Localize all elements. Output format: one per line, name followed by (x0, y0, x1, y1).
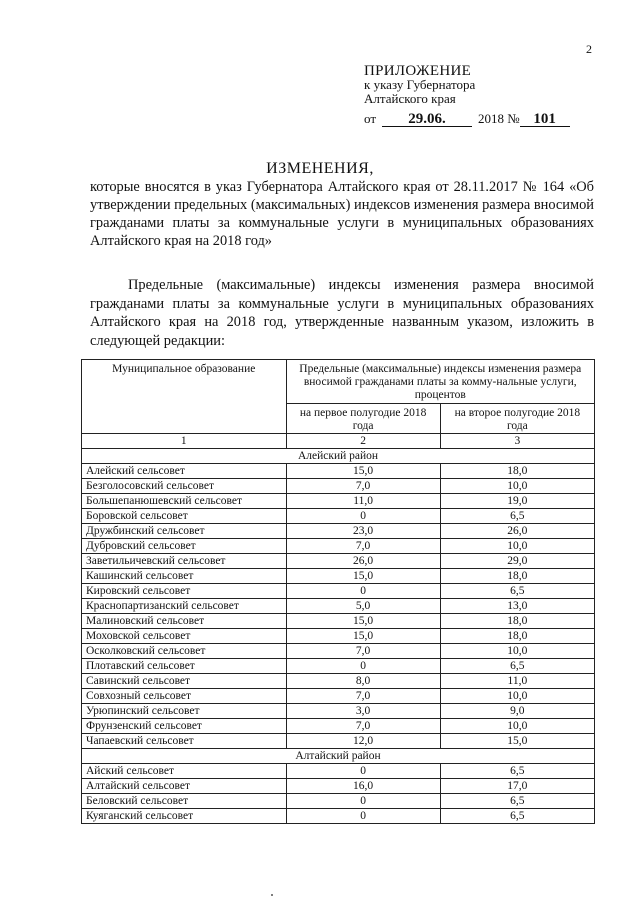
second-half-value: 18,0 (440, 569, 594, 584)
second-half-value: 17,0 (440, 779, 594, 794)
municipality-name: Моховской сельсовет (82, 629, 287, 644)
municipality-name: Безголосовский сельсовет (82, 479, 287, 494)
table-row (82, 674, 595, 689)
document-heading: ИЗМЕНЕНИЯ, (266, 160, 374, 177)
table-row (82, 494, 595, 509)
second-half-value: 15,0 (440, 734, 594, 749)
table-row (82, 554, 595, 569)
first-half-value: 3,0 (286, 704, 440, 719)
second-half-value: 18,0 (440, 629, 594, 644)
municipality-name: Беловский сельсовет (82, 794, 287, 809)
municipality-name: Дубровский сельсовет (82, 539, 287, 554)
first-half-value: 7,0 (286, 689, 440, 704)
table-row (82, 584, 595, 599)
second-half-value: 6,5 (440, 659, 594, 674)
table-row (82, 764, 595, 779)
first-half-value: 15,0 (286, 464, 440, 479)
dot-mark-icon (270, 893, 274, 897)
table-header-row (82, 360, 595, 404)
first-half-value: 7,0 (286, 539, 440, 554)
col3-header: на второе полугодие 2018 года (440, 404, 594, 434)
municipality-name: Урюпинский сельсовет (82, 704, 287, 719)
table-row (82, 704, 595, 719)
first-half-value: 23,0 (286, 524, 440, 539)
first-half-value: 15,0 (286, 569, 440, 584)
first-half-value: 12,0 (286, 734, 440, 749)
scan-mark (270, 884, 274, 888)
second-half-value: 6,5 (440, 794, 594, 809)
first-half-value: 0 (286, 794, 440, 809)
municipality-name: Савинский сельсовет (82, 674, 287, 689)
first-half-value: 0 (286, 584, 440, 599)
municipality-name: Краснопартизанский сельсовет (82, 599, 287, 614)
second-half-value: 10,0 (440, 539, 594, 554)
second-half-value: 29,0 (440, 554, 594, 569)
second-half-value: 6,5 (440, 509, 594, 524)
appendix-year: 2018 № (478, 111, 520, 126)
appendix-date-line (364, 112, 570, 127)
first-half-value: 5,0 (286, 599, 440, 614)
municipality-name: Алтайский сельсовет (82, 779, 287, 794)
municipality-name: Куяганский сельсовет (82, 809, 287, 824)
document-intro: которые вносятся в указ Губернатора Алтайского края от 28.11.2017 № 164 «Об утверждении предельных (максимальных) индексов изменения размера вносимой гражданами платы за коммунальные услуги в муниципальных образованиях Алтайского края на 2018 год» (90, 179, 594, 249)
municipality-name: Кировский сельсовет (82, 584, 287, 599)
first-half-value: 8,0 (286, 674, 440, 689)
appendix-line-2: к указу Губернатора (364, 77, 476, 92)
second-half-value: 10,0 (440, 644, 594, 659)
second-half-value: 6,5 (440, 764, 594, 779)
first-half-value: 0 (286, 659, 440, 674)
municipality-name: Фрунзенский сельсовет (82, 719, 287, 734)
second-half-value: 11,0 (440, 674, 594, 689)
municipality-name: Малиновский сельсовет (82, 614, 287, 629)
first-half-value: 7,0 (286, 479, 440, 494)
district-row (82, 749, 595, 764)
table-row (82, 794, 595, 809)
municipality-name: Чапаевский сельсовет (82, 734, 287, 749)
col-number-1: 1 (82, 434, 287, 449)
second-half-value: 6,5 (440, 809, 594, 824)
municipality-name: Айский сельсовет (82, 764, 287, 779)
first-half-value: 11,0 (286, 494, 440, 509)
table-row (82, 509, 595, 524)
table-row (82, 524, 595, 539)
appendix-number: 101 (520, 112, 570, 127)
table-row (82, 539, 595, 554)
second-half-value: 26,0 (440, 524, 594, 539)
page-number: 2 (586, 42, 592, 56)
indices-table (81, 359, 595, 824)
first-half-value: 7,0 (286, 719, 440, 734)
second-half-value: 18,0 (440, 614, 594, 629)
table-row (82, 809, 595, 824)
municipality-name: Боровской сельсовет (82, 509, 287, 524)
document-paragraph: Предельные (максимальные) индексы изменения размера вносимой гражданами платы за коммунальные услуги в муниципальных образованиях Алтайского края на 2018 год, утвержденные названным указом, изложить в следующей редакции: (90, 277, 594, 349)
municipality-name: Алейский сельсовет (82, 464, 287, 479)
second-half-value: 10,0 (440, 479, 594, 494)
first-half-value: 0 (286, 509, 440, 524)
col-number-2: 2 (286, 434, 440, 449)
table-row (82, 644, 595, 659)
col1-header: Муниципальное образование (82, 360, 287, 434)
municipality-name: Дружбинский сельсовет (82, 524, 287, 539)
first-half-value: 15,0 (286, 614, 440, 629)
table-row (82, 659, 595, 674)
table-row (82, 719, 595, 734)
second-half-value: 9,0 (440, 704, 594, 719)
second-half-value: 6,5 (440, 584, 594, 599)
table-row (82, 599, 595, 614)
second-half-value: 19,0 (440, 494, 594, 509)
municipality-name: Большепанюшевский сельсовет (82, 494, 287, 509)
col-number-3: 3 (440, 434, 594, 449)
first-half-value: 26,0 (286, 554, 440, 569)
first-half-value: 0 (286, 764, 440, 779)
municipality-name: Плотавский сельсовет (82, 659, 287, 674)
municipality-name: Кашинский сельсовет (82, 569, 287, 584)
table-row (82, 629, 595, 644)
district-row (82, 449, 595, 464)
first-half-value: 16,0 (286, 779, 440, 794)
table-row (82, 689, 595, 704)
second-half-value: 10,0 (440, 689, 594, 704)
column-numbers-row (82, 434, 595, 449)
table-row (82, 614, 595, 629)
table-row (82, 569, 595, 584)
first-half-value: 7,0 (286, 644, 440, 659)
municipality-name: Совхозный сельсовет (82, 689, 287, 704)
district-name: Алтайский район (82, 749, 595, 764)
appendix-line-3: Алтайского края (364, 91, 456, 106)
appendix-from: от (364, 111, 377, 126)
table-row (82, 734, 595, 749)
municipality-name: Осколковский сельсовет (82, 644, 287, 659)
first-half-value: 15,0 (286, 629, 440, 644)
second-half-value: 18,0 (440, 464, 594, 479)
table-row (82, 779, 595, 794)
appendix-date: 29.06. (382, 112, 472, 127)
appendix-title: ПРИЛОЖЕНИЕ (364, 63, 472, 79)
second-half-value: 10,0 (440, 719, 594, 734)
group-header: Предельные (максимальные) индексы изменения размера вносимой гражданами платы за комму-нальные услуги, процентов (286, 360, 595, 404)
col2-header: на первое полугодие 2018 года (286, 404, 440, 434)
district-name: Алейский район (82, 449, 595, 464)
municipality-name: Заветильичевский сельсовет (82, 554, 287, 569)
appendix-block (364, 64, 570, 127)
first-half-value: 0 (286, 809, 440, 824)
second-half-value: 13,0 (440, 599, 594, 614)
table-row (82, 464, 595, 479)
table-row (82, 479, 595, 494)
